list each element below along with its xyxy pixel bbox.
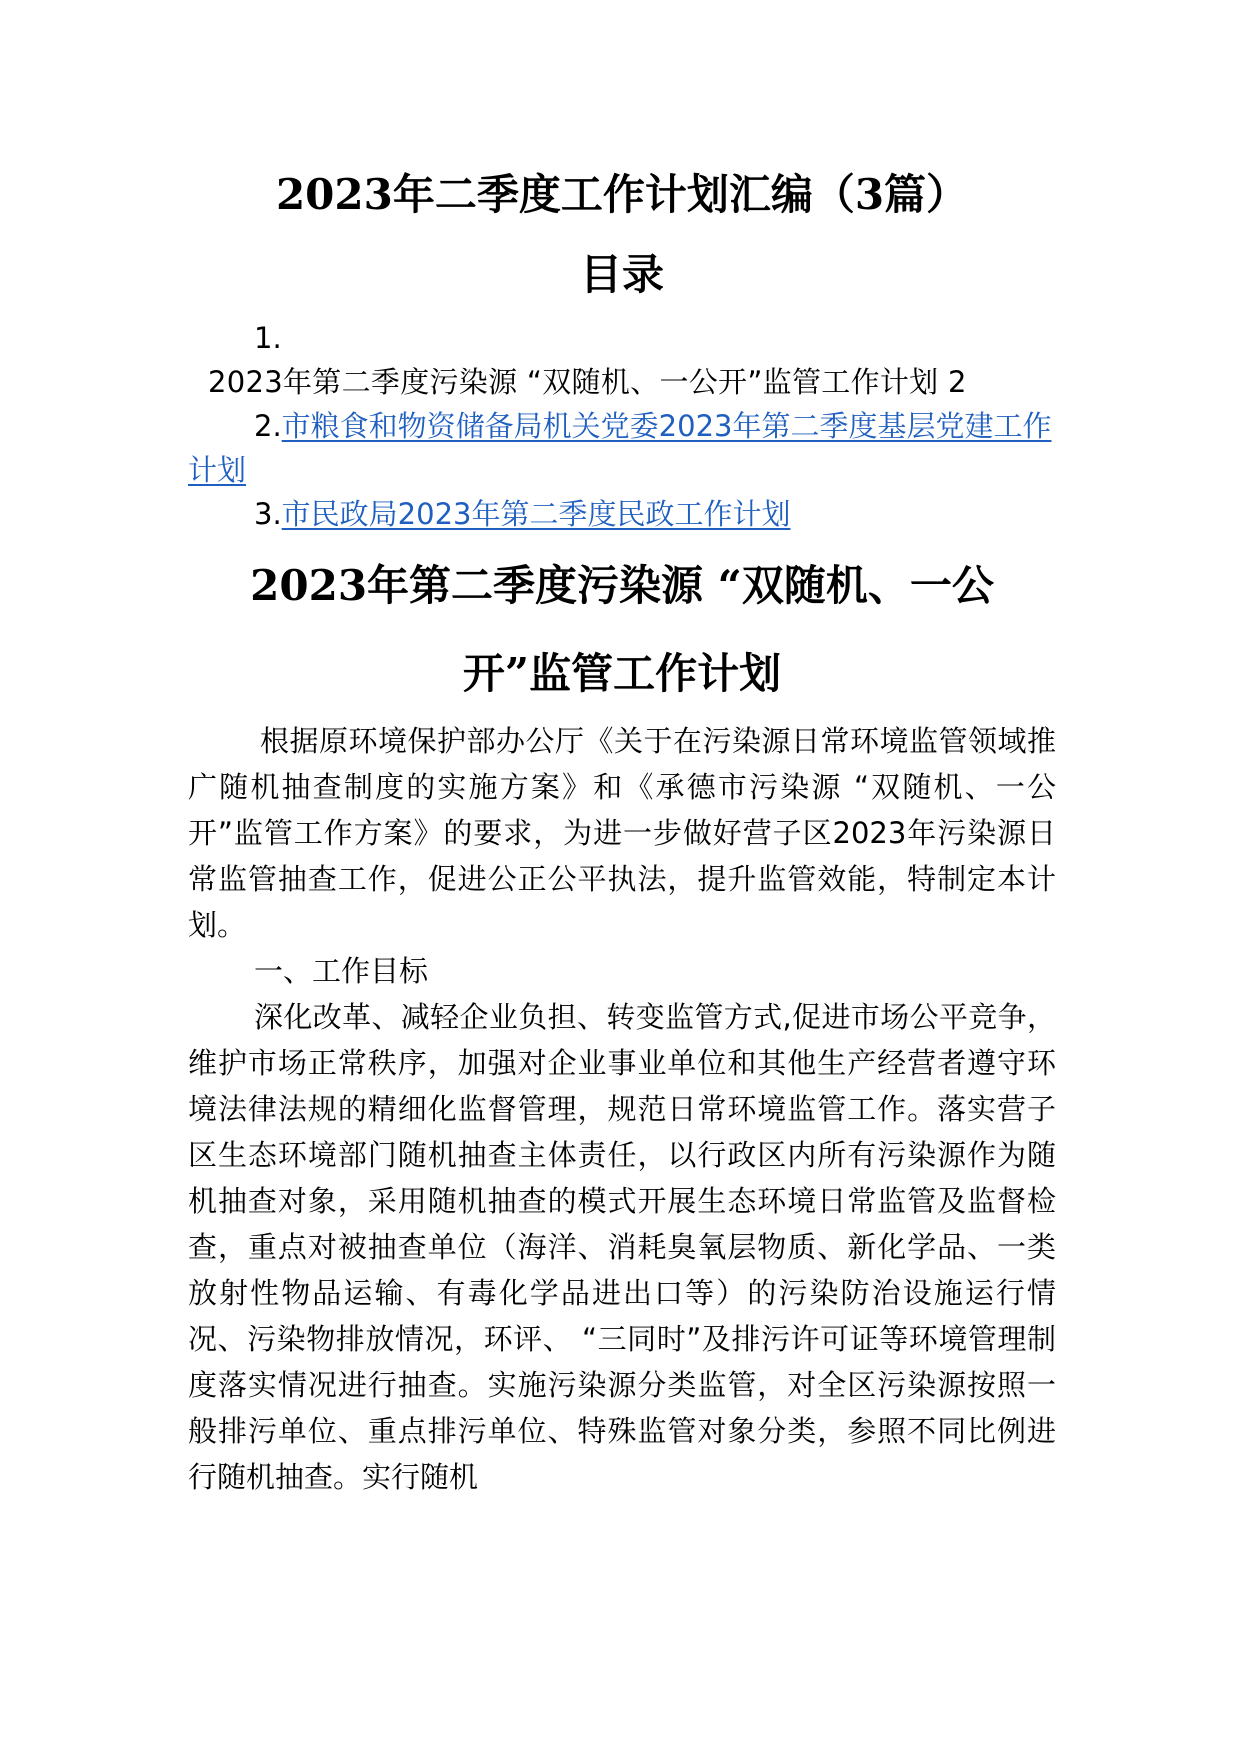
toc-item-2-number: 2. [254,409,282,443]
document-page [188,150,1056,1500]
section-title [188,542,1056,718]
toc-item-1-number: 1. [254,321,282,355]
toc-item-3[interactable] [188,492,1056,536]
body-paragraph-goals: 深化改革、减轻企业负担、转变监管方式,促进市场公平竞争，维护市场正常秩序，加强对企业事业单位和其他生产经营者遵守环境法律法规的精细化监督管理，规范日常环境监管工作。落实营子区生态环境部门随机抽查主体责任，以行政区内所有污染源作为随机抽查对象，采用随机抽查的模式开展生态环境日常监管及监督检查，重点对被抽查单位（海洋、消耗臭氧层物质、新化学品、一类放射性物品运输、有毒化学品进出口等）的污染防治设施运行情况、污染物排放情况，环评、 “三同时”及排污许可证等环境管理制度落实情况进行抽查。实施污染源分类监管，对全区污染源按照一般排污单位、重点排污单位、特殊监管对象分类，参照不同比例进行随机抽查。实行随机 [188,1000,1056,1494]
toc-item-2[interactable] [188,404,1056,492]
toc-item-3-link[interactable]: 市民政局2023年第二季度民政工作计划 [281,497,791,531]
table-of-contents [188,316,1056,536]
toc-item-3-number: 3. [254,497,282,531]
section-title-line-1: 2023年第二季度污染源 “双随机、一公 [250,561,994,610]
section-title-line-2: 开”监管工作计划 [462,649,782,698]
body-paragraph-intro: 根据原环境保护部办公厅《关于在污染源日常环境监管领域推广随机抽查制度的实施方案》和《承德市污染源 “双随机、一公开”监管工作方案》的要求，为进一步做好营子区2023年污染源日常监管抽查工作，促进公正公平执法，提升监管效能，特制定本计划。 [188,724,1056,942]
toc-heading: 目录 [579,250,664,299]
toc-item-1-text[interactable]: 2023年第二季度污染源 “双随机、一公开”监管工作计划 2 [208,365,967,399]
document-title: 2023年二季度工作计划汇编（3篇） [275,170,969,219]
toc-item-2-link[interactable]: 市粮食和物资储备局机关党委2023年第二季度基层党建工作计划 [188,409,1052,487]
subheading-work-goals: 一、工作目标 [254,954,429,988]
